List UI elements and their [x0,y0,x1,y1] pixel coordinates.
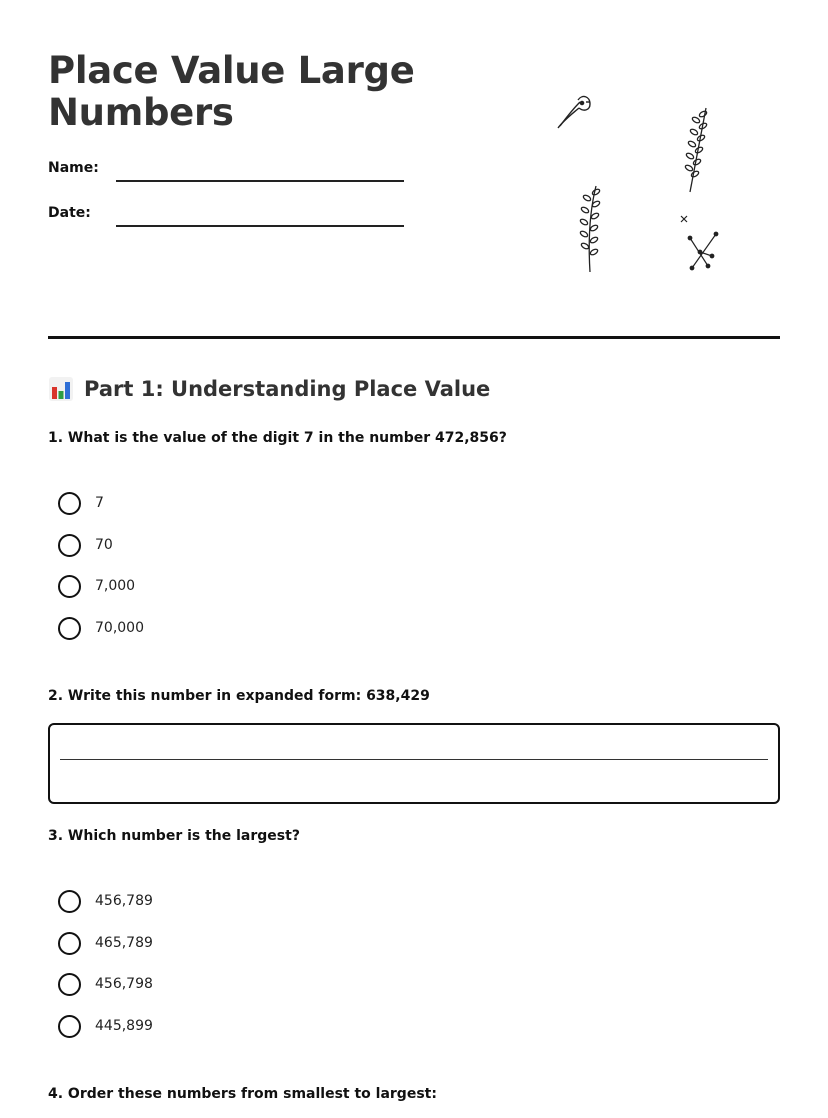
bar-chart-icon [48,376,74,402]
q1-option-1[interactable] [58,491,104,515]
option-label: 456,798 [95,976,153,992]
name-label: Name: [48,160,99,176]
question-2-text: 2. Write this number in expanded form: 638,429 [48,688,430,704]
part-1-heading [48,374,490,404]
q3-option-2[interactable] [58,931,153,955]
constellation-icon [681,216,718,270]
q3-option-1[interactable] [58,889,153,913]
date-label: Date: [48,205,91,221]
option-label: 70,000 [95,620,144,636]
date-input-line[interactable] [116,225,404,227]
radio-button[interactable] [58,575,81,598]
expanded-form-answer-box[interactable] [48,723,780,804]
question-3-text: 3. Which number is the largest? [48,828,300,844]
question-4-text: 4. Order these numbers from smallest to largest: [48,1086,437,1102]
q3-option-3[interactable] [58,972,153,996]
botanical-decoration [540,80,740,280]
part-1-heading-text: Part 1: Understanding Place Value [84,377,491,401]
option-label: 456,789 [95,893,153,909]
option-label: 7,000 [95,578,136,594]
question-1-text: 1. What is the value of the digit 7 in the number 472,856? [48,430,507,446]
section-divider [48,336,780,339]
option-label: 445,899 [95,1018,153,1034]
name-input-line[interactable] [116,180,404,182]
radio-button[interactable] [58,1015,81,1038]
radio-button[interactable] [58,617,81,640]
option-label: 7 [95,495,104,511]
radio-button[interactable] [58,932,81,955]
fern-leaf-icon [579,186,600,272]
radio-button[interactable] [58,973,81,996]
radio-button[interactable] [58,534,81,557]
q1-option-4[interactable] [58,616,144,640]
q3-option-4[interactable] [58,1014,153,1038]
q1-option-3[interactable] [58,574,135,598]
option-label: 465,789 [95,935,153,951]
radio-button[interactable] [58,890,81,913]
worksheet-title: Place Value Large Numbers [48,49,415,134]
answer-line [60,759,768,760]
bird-skull-icon [558,97,590,128]
fern-leaf-icon [684,108,707,192]
option-label: 70 [95,537,113,553]
radio-button[interactable] [58,492,81,515]
q1-option-2[interactable] [58,533,113,557]
